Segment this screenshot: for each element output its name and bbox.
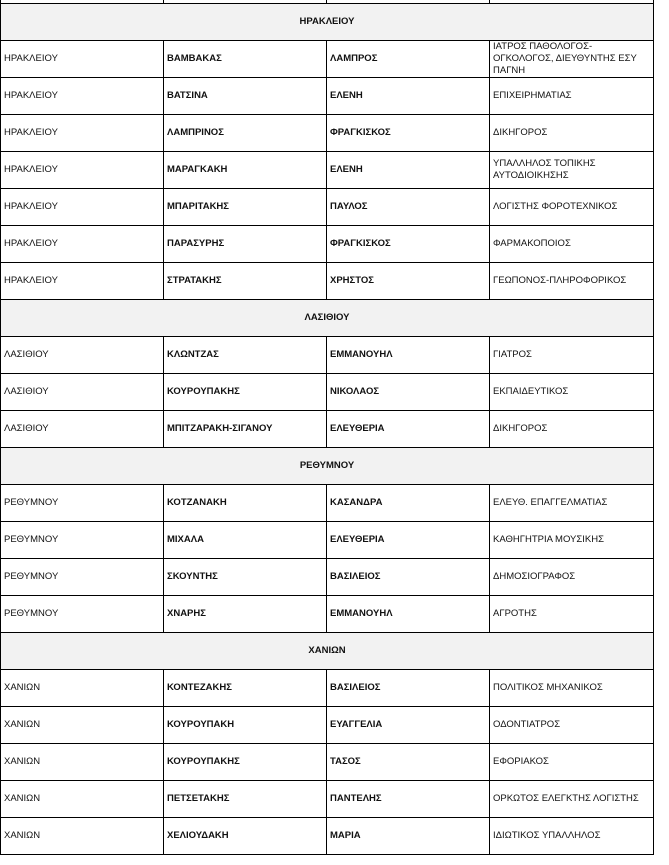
section-header-row xyxy=(1,300,654,337)
surname-cell: ΜΠΙΤΖΑΡΑΚΗ-ΣΙΓΑΝΟΥ xyxy=(164,411,327,448)
prefecture-cell: ΛΑΣΙΘΙΟΥ xyxy=(1,374,164,411)
prefecture-cell: ΗΡΑΚΛΕΙΟΥ xyxy=(1,78,164,115)
surname-cell: ΜΠΑΡΙΤΑΚΗΣ xyxy=(164,189,327,226)
first-name-cell: ΜΑΡΙΑ xyxy=(327,818,490,855)
table-row xyxy=(1,78,654,115)
profession-cell: ΔΙΚΗΓΟΡΟΣ xyxy=(490,115,654,152)
section-title: ΧΑΝΙΩΝ xyxy=(1,633,654,670)
first-name-cell: ΠΑΥΛΟΣ xyxy=(327,189,490,226)
section-header-row xyxy=(1,4,654,41)
surname-cell: ΚΛΩΝΤΖΑΣ xyxy=(164,337,327,374)
first-name-cell: ΝΙΚΟΛΑΟΣ xyxy=(327,374,490,411)
table-row xyxy=(1,485,654,522)
profession-cell: ΚΑΘΗΓΗΤΡΙΑ ΜΟΥΣΙΚΗΣ xyxy=(490,522,654,559)
prefecture-cell: ΗΡΑΚΛΕΙΟΥ xyxy=(1,152,164,189)
first-name-cell: ΧΡΗΣΤΟΣ xyxy=(327,263,490,300)
surname-cell: ΛΑΜΠΡΙΝΟΣ xyxy=(164,115,327,152)
surname-cell: ΧΝΑΡΗΣ xyxy=(164,596,327,633)
prefecture-cell: ΡΕΘΥΜΝΟΥ xyxy=(1,485,164,522)
profession-cell: ΕΠΙΧΕΙΡΗΜΑΤΙΑΣ xyxy=(490,78,654,115)
prefecture-cell: ΧΑΝΙΩΝ xyxy=(1,744,164,781)
surname-cell: ΜΙΧΑΛΑ xyxy=(164,522,327,559)
table-row xyxy=(1,818,654,855)
profession-cell: ΛΟΓΙΣΤΗΣ ΦΟΡΟΤΕΧΝΙΚΟΣ xyxy=(490,189,654,226)
prefecture-cell: ΧΑΝΙΩΝ xyxy=(1,818,164,855)
prefecture-cell: ΗΡΑΚΛΕΙΟΥ xyxy=(1,41,164,78)
table-row xyxy=(1,411,654,448)
surname-cell: ΒΑΤΣΙΝΑ xyxy=(164,78,327,115)
table-row xyxy=(1,781,654,818)
surname-cell: ΧΕΛΙΟΥΔΑΚΗ xyxy=(164,818,327,855)
prefecture-cell: ΡΕΘΥΜΝΟΥ xyxy=(1,596,164,633)
table-row xyxy=(1,670,654,707)
first-name-cell: ΕΛΕΥΘΕΡΙΑ xyxy=(327,522,490,559)
profession-cell: ΥΠΑΛΛΗΛΟΣ ΤΟΠΙΚΗΣ ΑΥΤΟΔΙΟΙΚΗΣΗΣ xyxy=(490,152,654,189)
table-row xyxy=(1,559,654,596)
table-row xyxy=(1,596,654,633)
section-title: ΗΡΑΚΛΕΙΟΥ xyxy=(1,4,654,41)
table-row xyxy=(1,189,654,226)
section-title: ΛΑΣΙΘΙΟΥ xyxy=(1,300,654,337)
prefecture-cell: ΧΑΝΙΩΝ xyxy=(1,781,164,818)
first-name-cell: ΕΜΜΑΝΟΥΗΛ xyxy=(327,596,490,633)
table-row xyxy=(1,41,654,78)
first-name-cell: ΛΑΜΠΡΟΣ xyxy=(327,41,490,78)
prefecture-cell: ΡΕΘΥΜΝΟΥ xyxy=(1,522,164,559)
profession-cell: ΓΕΩΠΟΝΟΣ-ΠΛΗΡΟΦΟΡΙΚΟΣ xyxy=(490,263,654,300)
profession-cell: ΕΛΕΥΘ. ΕΠΑΓΓΕΛΜΑΤΙΑΣ xyxy=(490,485,654,522)
first-name-cell: ΕΥΑΓΓΕΛΙΑ xyxy=(327,707,490,744)
first-name-cell: ΒΑΣΙΛΕΙΟΣ xyxy=(327,670,490,707)
table-row xyxy=(1,707,654,744)
prefecture-cell: ΛΑΣΙΘΙΟΥ xyxy=(1,411,164,448)
candidates-table-body xyxy=(1,0,654,855)
table-row xyxy=(1,226,654,263)
surname-cell: ΣΤΡΑΤΑΚΗΣ xyxy=(164,263,327,300)
profession-cell: ΓΙΑΤΡΟΣ xyxy=(490,337,654,374)
table-row xyxy=(1,374,654,411)
section-title: ΡΕΘΥΜΝΟΥ xyxy=(1,448,654,485)
first-name-cell: ΚΑΣΑΝΔΡΑ xyxy=(327,485,490,522)
prefecture-cell: ΧΑΝΙΩΝ xyxy=(1,670,164,707)
surname-cell: ΚΟΥΡΟΥΠΑΚΗ xyxy=(164,707,327,744)
first-name-cell: ΠΑΝΤΕΛΗΣ xyxy=(327,781,490,818)
profession-cell: ΟΡΚΩΤΟΣ ΕΛΕΓΚΤΗΣ ΛΟΓΙΣΤΗΣ xyxy=(490,781,654,818)
prefecture-cell: ΛΑΣΙΘΙΟΥ xyxy=(1,337,164,374)
surname-cell: ΚΟΥΡΟΥΠΑΚΗΣ xyxy=(164,744,327,781)
prefecture-cell: ΗΡΑΚΛΕΙΟΥ xyxy=(1,115,164,152)
prefecture-cell: ΗΡΑΚΛΕΙΟΥ xyxy=(1,263,164,300)
prefecture-cell: ΡΕΘΥΜΝΟΥ xyxy=(1,559,164,596)
profession-cell: ΑΓΡΟΤΗΣ xyxy=(490,596,654,633)
profession-cell: ΦΑΡΜΑΚΟΠΟΙΟΣ xyxy=(490,226,654,263)
surname-cell: ΣΚΟΥΝΤΗΣ xyxy=(164,559,327,596)
section-header-row xyxy=(1,448,654,485)
first-name-cell: ΦΡΑΓΚΙΣΚΟΣ xyxy=(327,115,490,152)
profession-cell: ΟΔΟΝΤΙΑΤΡΟΣ xyxy=(490,707,654,744)
table-row xyxy=(1,152,654,189)
table-row xyxy=(1,115,654,152)
profession-cell: ΕΚΠΑΙΔΕΥΤΙΚΟΣ xyxy=(490,374,654,411)
profession-cell: ΙΑΤΡΟΣ ΠΑΘΟΛΟΓΟΣ-ΟΓΚΟΛΟΓΟΣ, ΔΙΕΥΘΥΝΤΗΣ ΕΣΥ ΠΑΓΝΗ xyxy=(490,41,654,78)
profession-cell: ΔΗΜΟΣΙΟΓΡΑΦΟΣ xyxy=(490,559,654,596)
table-row xyxy=(1,744,654,781)
profession-cell: ΙΔΙΩΤΙΚΟΣ ΥΠΑΛΛΗΛΟΣ xyxy=(490,818,654,855)
surname-cell: ΚΟΥΡΟΥΠΑΚΗΣ xyxy=(164,374,327,411)
table-row xyxy=(1,522,654,559)
first-name-cell: ΕΛΕΝΗ xyxy=(327,152,490,189)
prefecture-cell: ΗΡΑΚΛΕΙΟΥ xyxy=(1,226,164,263)
prefecture-cell: ΧΑΝΙΩΝ xyxy=(1,707,164,744)
table-row xyxy=(1,337,654,374)
first-name-cell: ΦΡΑΓΚΙΣΚΟΣ xyxy=(327,226,490,263)
surname-cell: ΚΟΝΤΕΖΑΚΗΣ xyxy=(164,670,327,707)
surname-cell: ΜΑΡΑΓΚΑΚΗ xyxy=(164,152,327,189)
first-name-cell: ΕΛΕΥΘΕΡΙΑ xyxy=(327,411,490,448)
surname-cell: ΠΑΡΑΣΥΡΗΣ xyxy=(164,226,327,263)
first-name-cell: ΤΑΣΟΣ xyxy=(327,744,490,781)
surname-cell: ΠΕΤΣΕΤΑΚΗΣ xyxy=(164,781,327,818)
first-name-cell: ΕΜΜΑΝΟΥΗΛ xyxy=(327,337,490,374)
table-row xyxy=(1,263,654,300)
surname-cell: ΒΑΜΒΑΚΑΣ xyxy=(164,41,327,78)
surname-cell: ΚΟΤΖΑΝΑΚΗ xyxy=(164,485,327,522)
section-header-row xyxy=(1,633,654,670)
prefecture-cell: ΗΡΑΚΛΕΙΟΥ xyxy=(1,189,164,226)
profession-cell: ΕΦΟΡΙΑΚΟΣ xyxy=(490,744,654,781)
profession-cell: ΠΟΛΙΤΙΚΟΣ ΜΗΧΑΝΙΚΟΣ xyxy=(490,670,654,707)
first-name-cell: ΒΑΣΙΛΕΙΟΣ xyxy=(327,559,490,596)
first-name-cell: ΕΛΕΝΗ xyxy=(327,78,490,115)
profession-cell: ΔΙΚΗΓΟΡΟΣ xyxy=(490,411,654,448)
